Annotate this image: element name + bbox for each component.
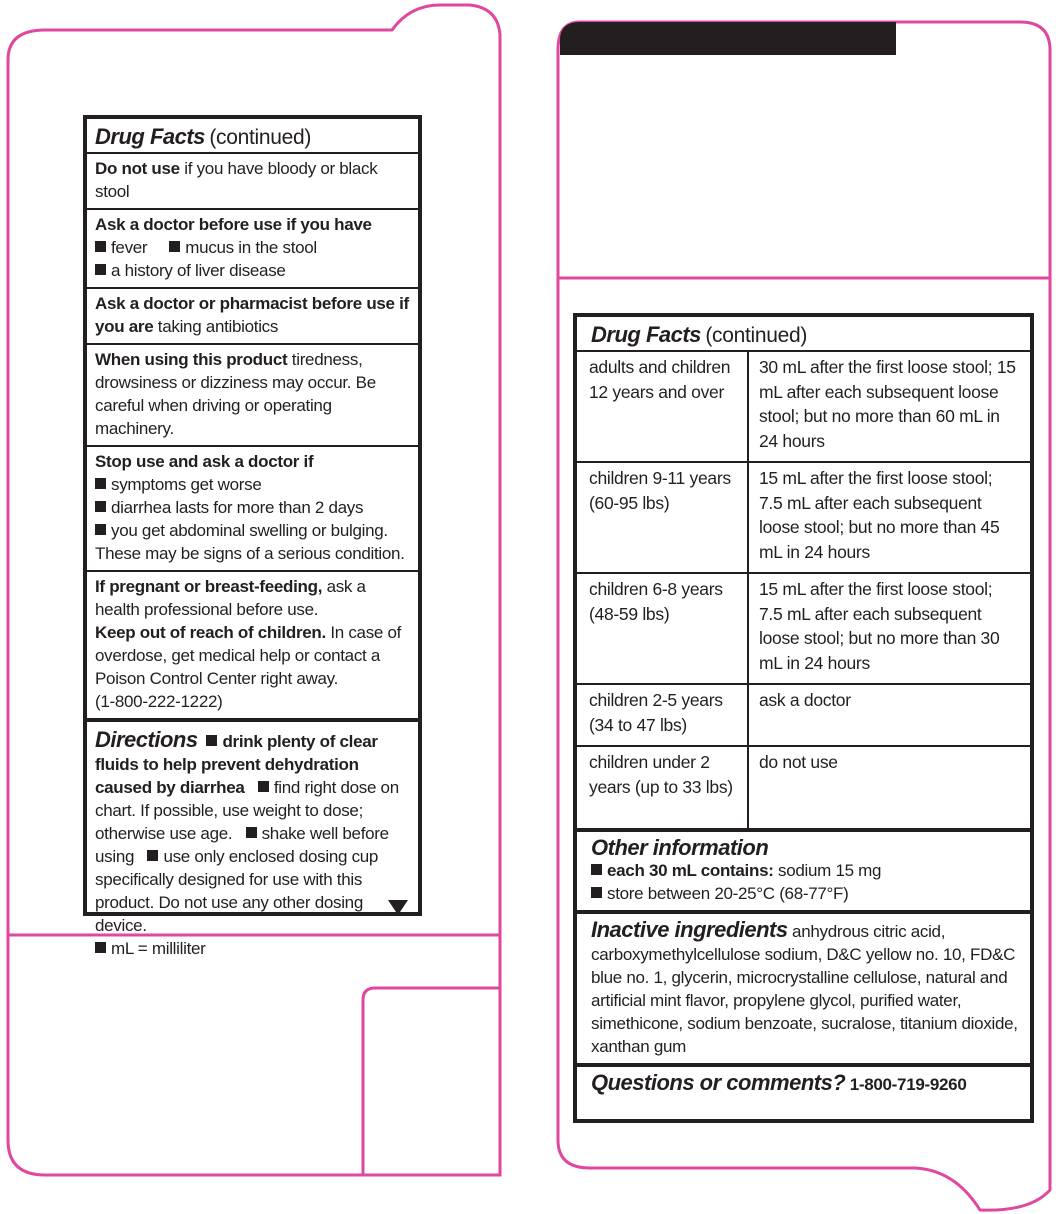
keep-out-heading: Keep out of reach of children.	[95, 623, 326, 642]
directions-item-2: find right dose on chart. If possible, use weight to dose; otherwise use age.	[95, 778, 399, 843]
bullet-square-icon	[206, 735, 217, 746]
dose-cell: do not use	[759, 752, 838, 772]
continued-label: (continued)	[209, 126, 312, 149]
bullet-square-icon	[95, 942, 106, 953]
drug-facts-title: Drug Facts	[95, 124, 205, 149]
directions-item-3: shake well before using	[95, 824, 389, 866]
bullet-square-icon	[95, 264, 106, 275]
do-not-use-heading: Do not use	[95, 159, 180, 178]
stop-use-heading: Stop use and ask a doctor if	[95, 452, 314, 471]
table-row	[577, 462, 1030, 573]
table-row	[577, 573, 1030, 684]
when-using-heading: When using this product	[95, 350, 288, 369]
table-row	[577, 684, 1030, 746]
directions-title: Directions	[95, 727, 198, 752]
pregnant-keep-out-section	[87, 570, 418, 718]
sodium-text: sodium 15 mg	[773, 861, 882, 880]
other-information-title: Other information	[591, 835, 769, 860]
inactive-ingredients-text: anhydrous citric acid, carboxymethylcellulose sodium, D&C yellow no. 10, FD&C blue no. 1, glycerin, microcrystalline cellulose, natural and artificial mint flavor, propylene glycol, purified water, simethicone, sodium benzoate, sucralose, titanium dioxide, xanthan gum	[591, 922, 1018, 1056]
pregnant-heading: If pregnant or breast-feeding,	[95, 577, 323, 596]
stop-use-note: These may be signs of a serious condition.	[95, 544, 405, 563]
age-cell: children 2-5 years (34 to 47 lbs)	[577, 684, 748, 746]
storage-text: store between 20-25°C (68-77°F)	[607, 884, 849, 903]
ask-doctor-heading: Ask a doctor before use if you have	[95, 215, 372, 234]
other-info-item	[591, 859, 1022, 882]
continued-label: (continued)	[705, 324, 808, 347]
questions-title: Questions or comments?	[591, 1070, 846, 1095]
continue-arrow-icon	[388, 900, 408, 915]
when-using-section	[87, 343, 418, 445]
ask-doctor-item: fever	[111, 238, 148, 257]
age-cell: adults and children 12 years and over	[577, 351, 748, 462]
when-using-text: tiredness, drowsiness or dizziness may occur. Be careful when driving or operating machinery.	[95, 350, 376, 438]
ask-doctor-row-2	[95, 259, 410, 282]
other-info-item	[591, 882, 1022, 905]
directions-item-4: use only enclosed dosing cup specifically designed for use with this product. Do not use any other dosing device.	[95, 847, 379, 935]
dosing-table	[577, 350, 1030, 828]
table-row	[577, 351, 1030, 462]
bullet-square-icon	[591, 887, 602, 898]
stop-use-item-text: diarrhea lasts for more than 2 days	[111, 498, 364, 517]
bullet-square-icon	[169, 241, 180, 252]
ask-pharmacist-heading: Ask a doctor or pharmacist before use if you are	[95, 294, 409, 336]
stop-use-item	[95, 473, 410, 496]
ask-pharmacist-section	[87, 287, 418, 343]
right-header	[577, 317, 1030, 350]
other-information-section	[577, 828, 1030, 910]
inactive-ingredients-title: Inactive ingredients	[591, 917, 788, 942]
age-cell: children 9-11 years (60-95 lbs)	[577, 462, 748, 573]
ask-pharmacist-text: taking antibiotics	[153, 317, 279, 336]
stop-use-item	[95, 496, 410, 519]
bullet-square-icon	[246, 827, 257, 838]
stop-use-item	[95, 519, 410, 542]
right-drug-facts-box	[573, 313, 1034, 1123]
poison-control-phone: (1-800-222-1222)	[95, 692, 223, 711]
ask-doctor-item: a history of liver disease	[111, 261, 286, 280]
bullet-square-icon	[95, 241, 106, 252]
left-flap-outline	[363, 988, 500, 1175]
left-header	[87, 119, 418, 152]
questions-phone: 1-800-719-9260	[845, 1075, 967, 1094]
bullet-square-icon	[591, 864, 602, 875]
directions-item-5: mL = milliliter	[111, 939, 206, 958]
ask-doctor-row-1	[95, 236, 410, 259]
directions-item-1: drink plenty of clear fluids to help prevent dehydration caused by diarrhea	[95, 732, 378, 797]
stop-use-item-text: you get abdominal swelling or bulging.	[111, 521, 388, 540]
dose-cell: 30 mL after the first loose stool; 15 mL after each subsequent loose stool; but no more than 60 mL in 24 hours	[759, 357, 1016, 451]
bullet-square-icon	[95, 478, 106, 489]
ask-doctor-item: mucus in the stool	[185, 238, 317, 257]
directions-section	[87, 718, 418, 958]
bullet-square-icon	[258, 781, 269, 792]
bullet-square-icon	[147, 850, 158, 861]
pregnant-text: ask a health professional before use.	[95, 577, 366, 619]
age-cell: children 6-8 years (48-59 lbs)	[577, 573, 748, 684]
inactive-ingredients-section	[577, 910, 1030, 1063]
drug-facts-title: Drug Facts	[591, 322, 701, 347]
dose-cell: 15 mL after the first loose stool; 7.5 mL after each subsequent loose stool; but no more than 45 mL in 24 hours	[759, 468, 1000, 562]
stop-use-item-text: symptoms get worse	[111, 475, 262, 494]
bullet-square-icon	[95, 524, 106, 535]
do-not-use-section	[87, 152, 418, 208]
dose-cell: 15 mL after the first loose stool; 7.5 mL after each subsequent loose stool; but no more than 30 mL in 24 hours	[759, 579, 1000, 673]
bullet-square-icon	[95, 501, 106, 512]
questions-section	[577, 1063, 1030, 1100]
age-cell: children under 2 years (up to 33 lbs)	[577, 746, 748, 828]
black-bar	[560, 22, 896, 55]
sodium-heading: each 30 mL contains:	[607, 861, 774, 880]
stop-use-section	[87, 445, 418, 570]
left-drug-facts-box	[83, 115, 422, 958]
keep-out-text: In case of overdose, get medical help or contact a Poison Control Center right away.	[95, 623, 402, 688]
table-row	[577, 746, 1030, 828]
dose-cell: ask a doctor	[759, 690, 851, 710]
ask-doctor-section	[87, 208, 418, 287]
do-not-use-text: if you have bloody or black stool	[95, 159, 378, 201]
